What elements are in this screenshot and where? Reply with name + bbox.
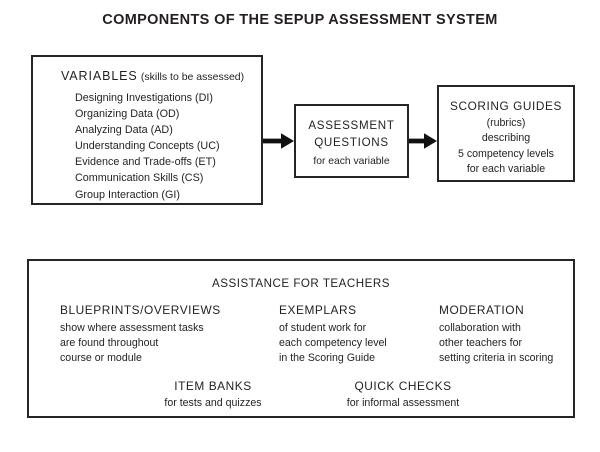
assistance-item-quick-checks [297,379,509,411]
item-banks-line: for tests and quizzes [164,397,262,409]
assistance-column-blueprints [60,303,221,367]
assessment-subtitle: for each variable [313,156,390,167]
assessment-line-2: QUESTIONS [314,136,389,149]
variable-item-cs: Communication Skills (CS) [75,172,204,185]
variable-item-ad: Analyzing Data (AD) [75,124,173,137]
blueprints-line-2: are found throughout [60,337,159,350]
assistance-item-item-banks [123,379,303,411]
scoring-guides-line-4: for each variable [466,162,546,175]
assessment-questions-box [294,104,409,178]
variable-item-et: Evidence and Trade-offs (ET) [75,156,216,169]
blueprints-heading: BLUEPRINTS/OVERVIEWS [60,303,221,317]
assessment-line-1: ASSESSMENT [308,119,395,132]
exemplars-line-3: in the Scoring Guide [279,352,375,365]
arrow-right-icon-variables-to-assessment [263,130,294,152]
blueprints-line-3: course or module [60,352,142,365]
variables-box [31,55,263,205]
moderation-heading: MODERATION [439,303,525,317]
variable-item-gi: Group Interaction (GI) [75,188,181,201]
variables-heading [61,69,255,83]
scoring-guides-box [437,85,575,182]
variables-heading-main: VARIABLES [61,69,138,83]
exemplars-heading: EXEMPLARS [279,303,357,317]
scoring-guides-heading: SCORING GUIDES [450,99,562,113]
variable-item-di: Designing Investigations (DI) [75,92,214,104]
moderation-line-2: other teachers for [439,337,523,350]
scoring-guides-content [439,99,573,177]
variable-item-uc: Understanding Concepts (UC) [75,140,220,153]
variable-item-od: Organizing Data (OD) [75,108,180,121]
moderation-line-3: setting criteria in scoring [439,352,554,365]
scoring-guides-line-2: describing [481,132,531,145]
arrow-right-icon-assessment-to-scoring [409,130,437,152]
item-banks-heading: ITEM BANKS [174,379,252,393]
exemplars-line-2: each competency level [279,337,387,350]
quick-checks-heading: QUICK CHECKS [354,379,452,393]
blueprints-line-1: show where assessment tasks [60,322,204,334]
assistance-for-teachers-panel [27,259,575,418]
quick-checks-line: for informal assessment [346,397,460,409]
scoring-guides-line-3: 5 competency levels [458,147,554,160]
assistance-column-exemplars [279,303,387,367]
variables-heading-sub: (skills to be assessed) [140,71,245,83]
moderation-line-1: collaboration with [439,322,521,334]
assistance-column-moderation [439,303,553,367]
variables-content [61,69,255,203]
scoring-guides-line-1: (rubrics) [486,117,526,129]
page-title: COMPONENTS OF THE SEPUP ASSESSMENT SYSTEM [102,12,498,28]
exemplars-line-1: of student work for [279,322,367,334]
assessment-questions-content [296,117,407,167]
assistance-panel-heading: ASSISTANCE FOR TEACHERS [212,277,390,290]
